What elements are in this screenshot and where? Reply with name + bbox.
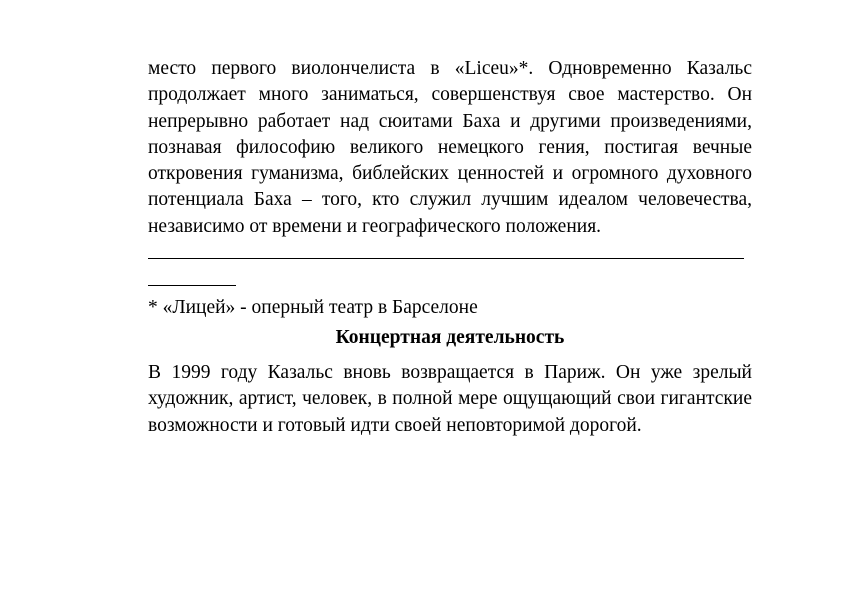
- document-page: [148, 56, 752, 439]
- footnote-separator-short: [148, 285, 236, 286]
- body-paragraph-continued: место первого виолончелиста в «Liceu»*. Одновременно Казальс продолжает много заниматься, совершенствуя свое мастерство. Он непрерывно работает над сюитами Баха и другими произведениями, познавая философию великого немецкого гения, постигая вечные откровения гуманизма, библейских ценностей и огромного духовного потенциала Баха – того, кто служил лучшим идеалом человечества, независимо от времени и географического положения.: [148, 58, 752, 237]
- footnote-separator-long: [148, 258, 744, 259]
- section-heading: Концертная деятельность: [335, 327, 565, 349]
- footnote: * «Лицей» - оперный театр в Барселоне: [148, 297, 478, 319]
- body-paragraph: В 1999 году Казальс вновь возвращается в Париж. Он уже зрелый художник, артист, человек, в полной мере ощущающий свои гигантские возможности и готовый идти своей неповторимой дорогой.: [148, 362, 752, 436]
